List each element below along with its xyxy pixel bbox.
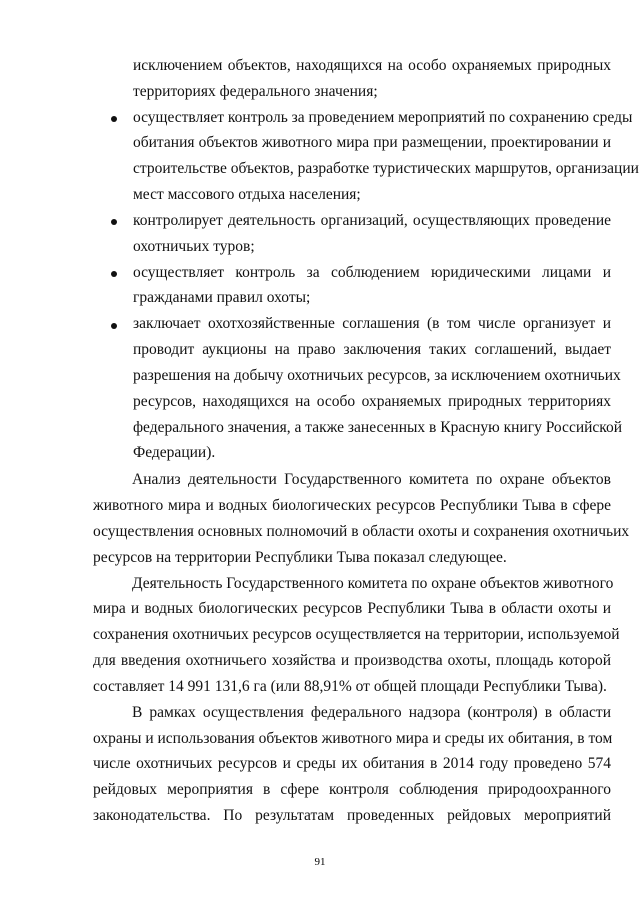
text-line: составляет 14 991 131,6 га (или 88,91% от общей площади Республики Тыва). (93, 677, 607, 695)
text-line: законодательства. По результатам проведенных рейдовых мероприятий (93, 807, 611, 824)
text-line: осуществления основных полномочий в области охоты и сохранения охотничьих (93, 522, 630, 540)
text-line: числе охотничьих ресурсов и среды их обитания в 2014 году проведено 574 (93, 755, 611, 773)
text-line: гражданами правил охоты; (133, 289, 311, 307)
text-line: контролирует деятельность организаций, осуществляющих проведение (133, 211, 611, 229)
text-line: для введения охотничьего хозяйства и производства охоты, площадь которой (93, 652, 611, 670)
text-line: мест массового отдыха населения; (133, 186, 361, 204)
bullet-icon (111, 271, 117, 277)
text-line: осуществляет контроль за соблюдением юридическими лицами и (133, 263, 611, 281)
text-line: Анализ деятельности Государственного комитета по охране объектов (132, 471, 611, 489)
text-line: охраны и использования объектов животного мира и среды их обитания, в том (93, 729, 613, 747)
text-line: проводит аукционы на право заключения таких соглашений, выдает (133, 341, 611, 359)
text-line: Деятельность Государственного комитета по охране объектов животного (132, 574, 614, 592)
text-line: осуществляет контроль за проведением мероприятий по сохранению среды (133, 108, 633, 126)
text-line: исключением объектов, находящихся на особо охраняемых природных (133, 57, 611, 74)
text-line: охотничьих туров; (133, 237, 255, 255)
text-line: Федерации). (133, 444, 216, 462)
bullet-icon (111, 219, 117, 225)
text-line: заключает охотхозяйственные соглашения (в том числе организует и (133, 315, 611, 333)
text-line: животного мира и водных биологических ресурсов Республики Тыва в сфере (93, 497, 611, 515)
text-line: рейдовых мероприятия в сфере контроля соблюдения природоохранного (93, 781, 611, 799)
text-line: ресурсов на территории Республики Тыва показал следующее. (93, 548, 507, 566)
text-line: сохранения охотничьих ресурсов осуществляется на территории, используемой (93, 626, 620, 644)
text-line: территориях федерального значения; (133, 82, 378, 100)
text-line: ресурсов, находящихся на особо охраняемых природных территориях (133, 392, 611, 410)
text-line: строительстве объектов, разработке туристических маршрутов, организации (133, 160, 639, 178)
text-line: федерального значения, а также занесенных в Красную книгу Российской (133, 418, 623, 436)
text-line: В рамках осуществления федерального надзора (контроля) в области (132, 703, 611, 721)
bullet-icon (111, 116, 117, 122)
text-line: разрешения на добычу охотничьих ресурсов, за исключением охотничьих (133, 366, 621, 384)
text-line: обитания объектов животного мира при размещении, проектировании и (133, 134, 611, 152)
bullet-icon (111, 323, 117, 329)
page-number: 91 (314, 856, 326, 868)
text-line: мира и водных биологических ресурсов Республики Тыва в области охоты и (93, 600, 611, 618)
